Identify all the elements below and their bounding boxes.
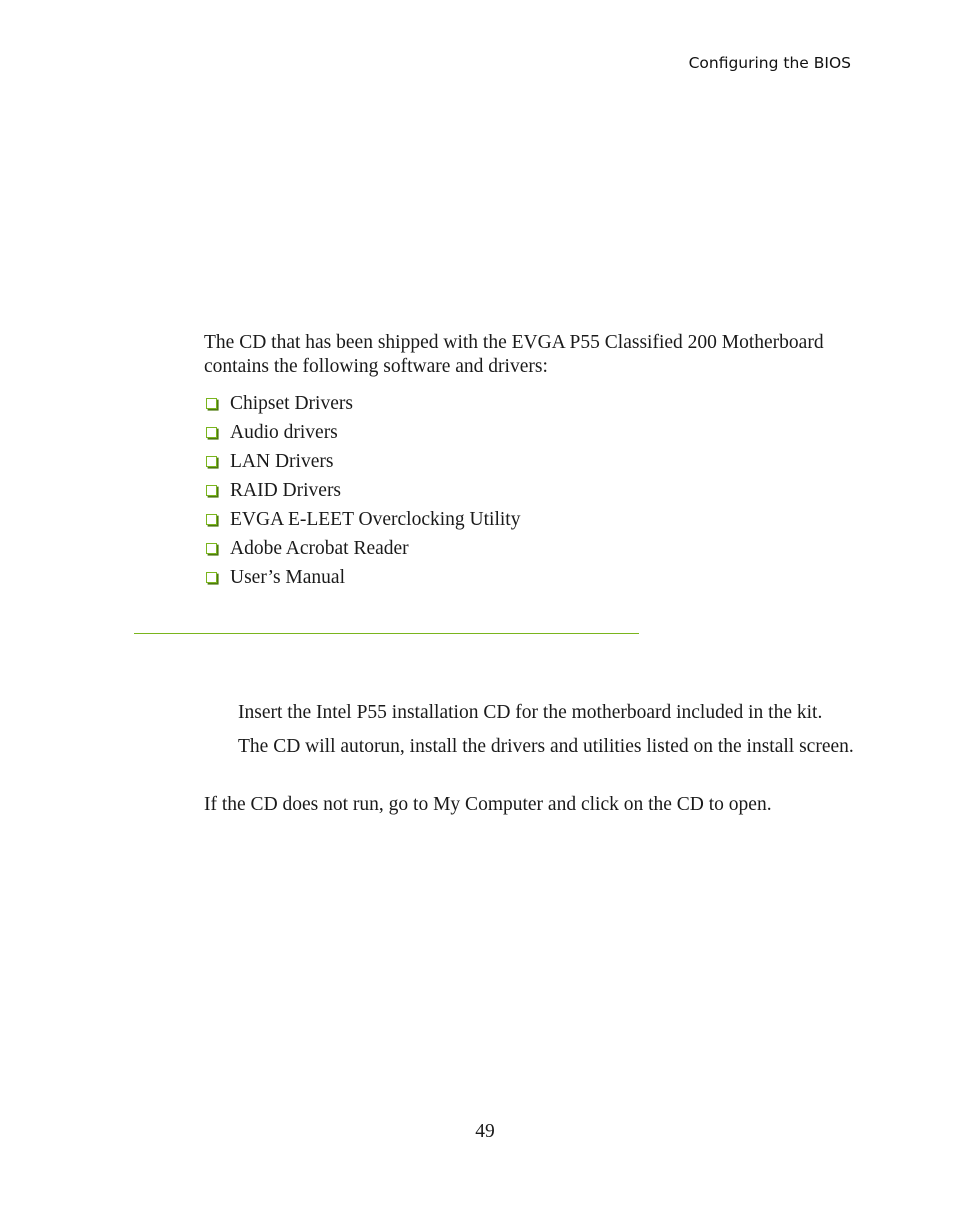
list-item-label: LAN Drivers <box>230 450 334 472</box>
list-item-label: Chipset Drivers <box>230 392 353 414</box>
page-number: 49 <box>475 1121 495 1142</box>
list-item-label: Adobe Acrobat Reader <box>230 537 409 559</box>
list-item <box>204 476 520 505</box>
checkbox-icon <box>206 485 217 496</box>
list-item <box>204 447 520 476</box>
autorun-note: If the CD does not run, go to My Computer and click on the CD to open. <box>204 794 772 815</box>
install-step-2: The CD will autorun, install the drivers and utilities listed on the install screen. <box>238 736 854 757</box>
list-item-label: EVGA E-LEET Overclocking Utility <box>230 508 521 530</box>
list-item-label: Audio drivers <box>230 421 338 443</box>
list-item-label: RAID Drivers <box>230 479 342 501</box>
running-header: Configuring the BIOS <box>688 54 851 72</box>
checkbox-icon <box>206 572 217 583</box>
list-item <box>204 563 520 592</box>
list-item <box>204 418 520 447</box>
list-item-label: User’s Manual <box>230 566 345 588</box>
section-divider <box>134 633 639 634</box>
list-item <box>204 534 520 563</box>
list-item <box>204 389 520 418</box>
checkbox-icon <box>206 427 217 438</box>
intro-paragraph: The CD that has been shipped with the EVGA P55 Classified 200 Motherboard contains the following software and drivers: <box>204 332 824 377</box>
list-item <box>204 505 520 534</box>
checkbox-icon <box>206 514 217 525</box>
install-step-1: Insert the Intel P55 installation CD for the motherboard included in the kit. <box>238 702 823 723</box>
checkbox-icon <box>206 543 217 554</box>
software-driver-list <box>204 389 520 592</box>
checkbox-icon <box>206 456 217 467</box>
checkbox-icon <box>206 398 217 409</box>
